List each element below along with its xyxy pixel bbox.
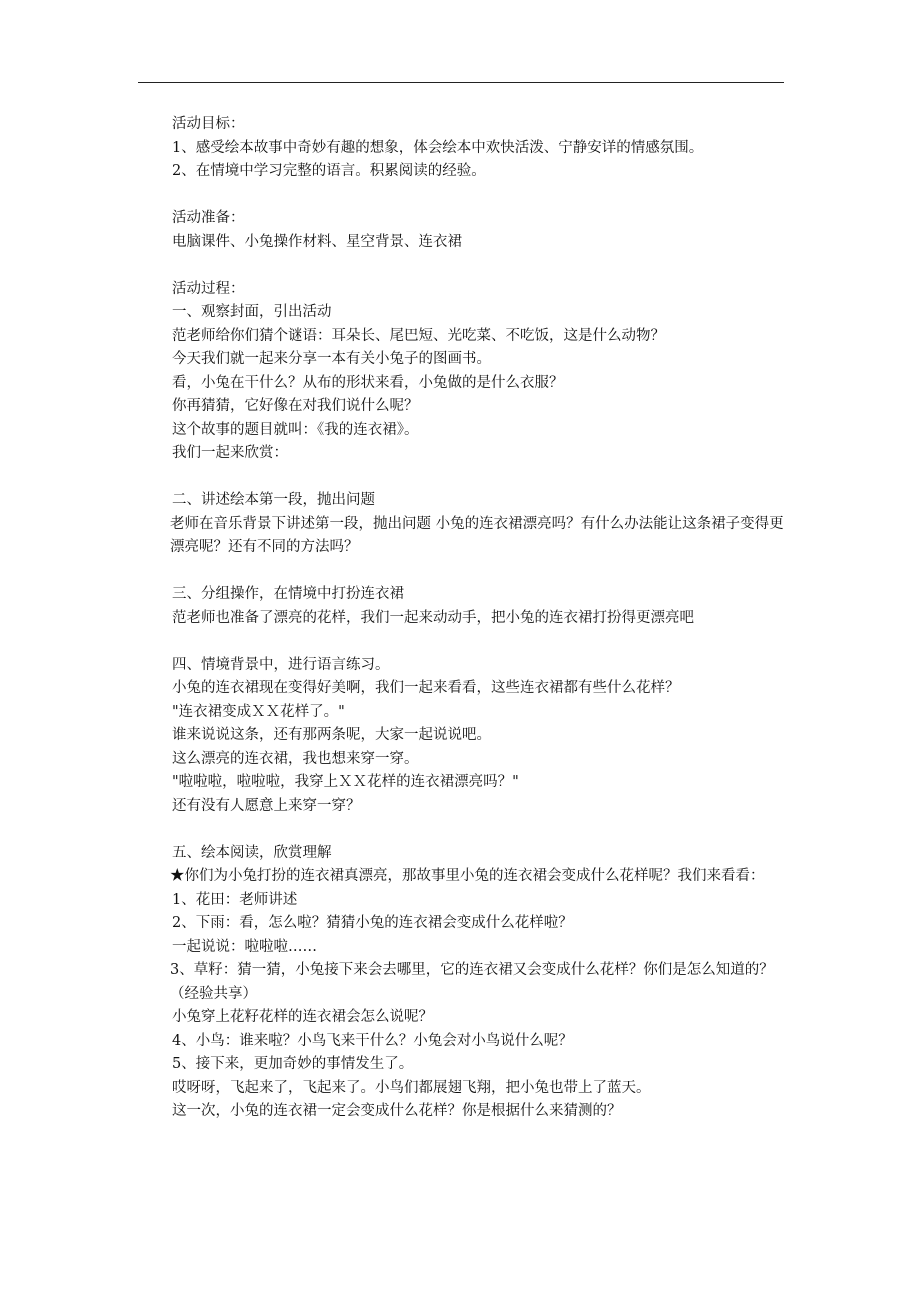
body-line: 你再猜猜，它好像在对我们说什么呢？ xyxy=(172,398,419,414)
prep-heading: 活动准备： xyxy=(172,210,245,226)
goals-heading: 活动目标： xyxy=(172,116,245,132)
body-line: "啦啦啦，啦啦啦，我穿上ＸＸ花样的连衣裙漂亮吗？" xyxy=(172,774,519,790)
body-line: 一起说说：啦啦啦…… xyxy=(172,938,317,955)
body-paragraph: 3、草籽：猜一猜，小兔接下来会去哪里，它的连衣裙又会变成什么花样？你们是怎么知道的？（经验共享） xyxy=(170,962,774,1002)
body-line: 小兔的连衣裙现在变得好美啊，我们一起来看看，这些连衣裙都有些什么花样？ xyxy=(172,680,680,696)
body-line: 这一次，小兔的连衣裙一定会变成什么花样？你是根据什么来猜测的？ xyxy=(172,1103,622,1119)
body-line: 我们一起来欣赏： xyxy=(172,445,288,461)
body-line: 哎呀呀，飞起来了，飞起来了。小鸟们都展翅飞翔，把小兔也带上了蓝天。 xyxy=(172,1079,651,1096)
body-paragraph: 老师在音乐背景下讲述第一段，抛出问题 小兔的连衣裙漂亮吗？有什么办法能让这条裙子变得更漂亮呢？还有不同的方法吗？ xyxy=(170,515,784,555)
body-paragraph: ★你们为小兔打扮的连衣裙真漂亮，那故事里小兔的连衣裙会变成什么花样呢？我们来看看： xyxy=(170,868,765,884)
body-line: 2、下雨：看，怎么啦？猜猜小兔的连衣裙会变成什么花样啦？ xyxy=(172,915,573,931)
body-line: 谁来说说这条，还有那两条呢，大家一起说说吧。 xyxy=(172,727,491,743)
body-line: 今天我们就一起来分享一本有关小兔子的图画书。 xyxy=(172,351,491,367)
body-line: 这个故事的题目就叫：《我的连衣裙》。 xyxy=(172,421,419,438)
body-line: 小兔穿上花籽花样的连衣裙会怎么说呢？ xyxy=(172,1009,433,1025)
document-body xyxy=(172,113,786,1124)
prep-text: 电脑课件、小兔操作材料、星空背景、连衣裙 xyxy=(172,233,462,250)
body-line: 范老师给你们猜个谜语：耳朵长、尾巴短、光吃菜、不吃饭，这是什么动物？ xyxy=(172,327,665,344)
goal-item: 2、在情境中学习完整的语言。积累阅读的经验。 xyxy=(172,163,486,179)
body-line: "连衣裙变成ＸＸ花样了。" xyxy=(172,703,345,720)
section-title: 一、观察封面，引出活动 xyxy=(172,304,332,320)
body-line: 1、花田：老师讲述 xyxy=(172,891,298,908)
body-line: 4、小鸟：谁来啦？小鸟飞来干什么？小兔会对小鸟说什么呢？ xyxy=(172,1032,573,1049)
section-title: 四、情境背景中，进行语言练习。 xyxy=(172,656,390,673)
body-line: 看，小兔在干什么？从布的形状来看，小兔做的是什么衣服？ xyxy=(172,374,564,391)
process-heading: 活动过程： xyxy=(172,280,245,297)
section-title: 三、分组操作，在情境中打扮连衣裙 xyxy=(172,586,404,602)
header-rule xyxy=(138,82,784,83)
body-line: 5、接下来，更加奇妙的事情发生了。 xyxy=(172,1056,414,1072)
body-line: 范老师也准备了漂亮的花样，我们一起来动动手，把小兔的连衣裙打扮得更漂亮吧 xyxy=(172,609,694,626)
body-line: 这么漂亮的连衣裙，我也想来穿一穿。 xyxy=(172,750,419,767)
section-title: 五、绘本阅读，欣赏理解 xyxy=(172,844,332,861)
body-line: 还有没有人愿意上来穿一穿？ xyxy=(172,797,361,814)
goal-item: 1、感受绘本故事中奇妙有趣的想象，体会绘本中欢快活泼、宁静安详的情感氛围。 xyxy=(172,139,704,156)
section-title: 二、讲述绘本第一段，抛出问题 xyxy=(172,492,375,508)
